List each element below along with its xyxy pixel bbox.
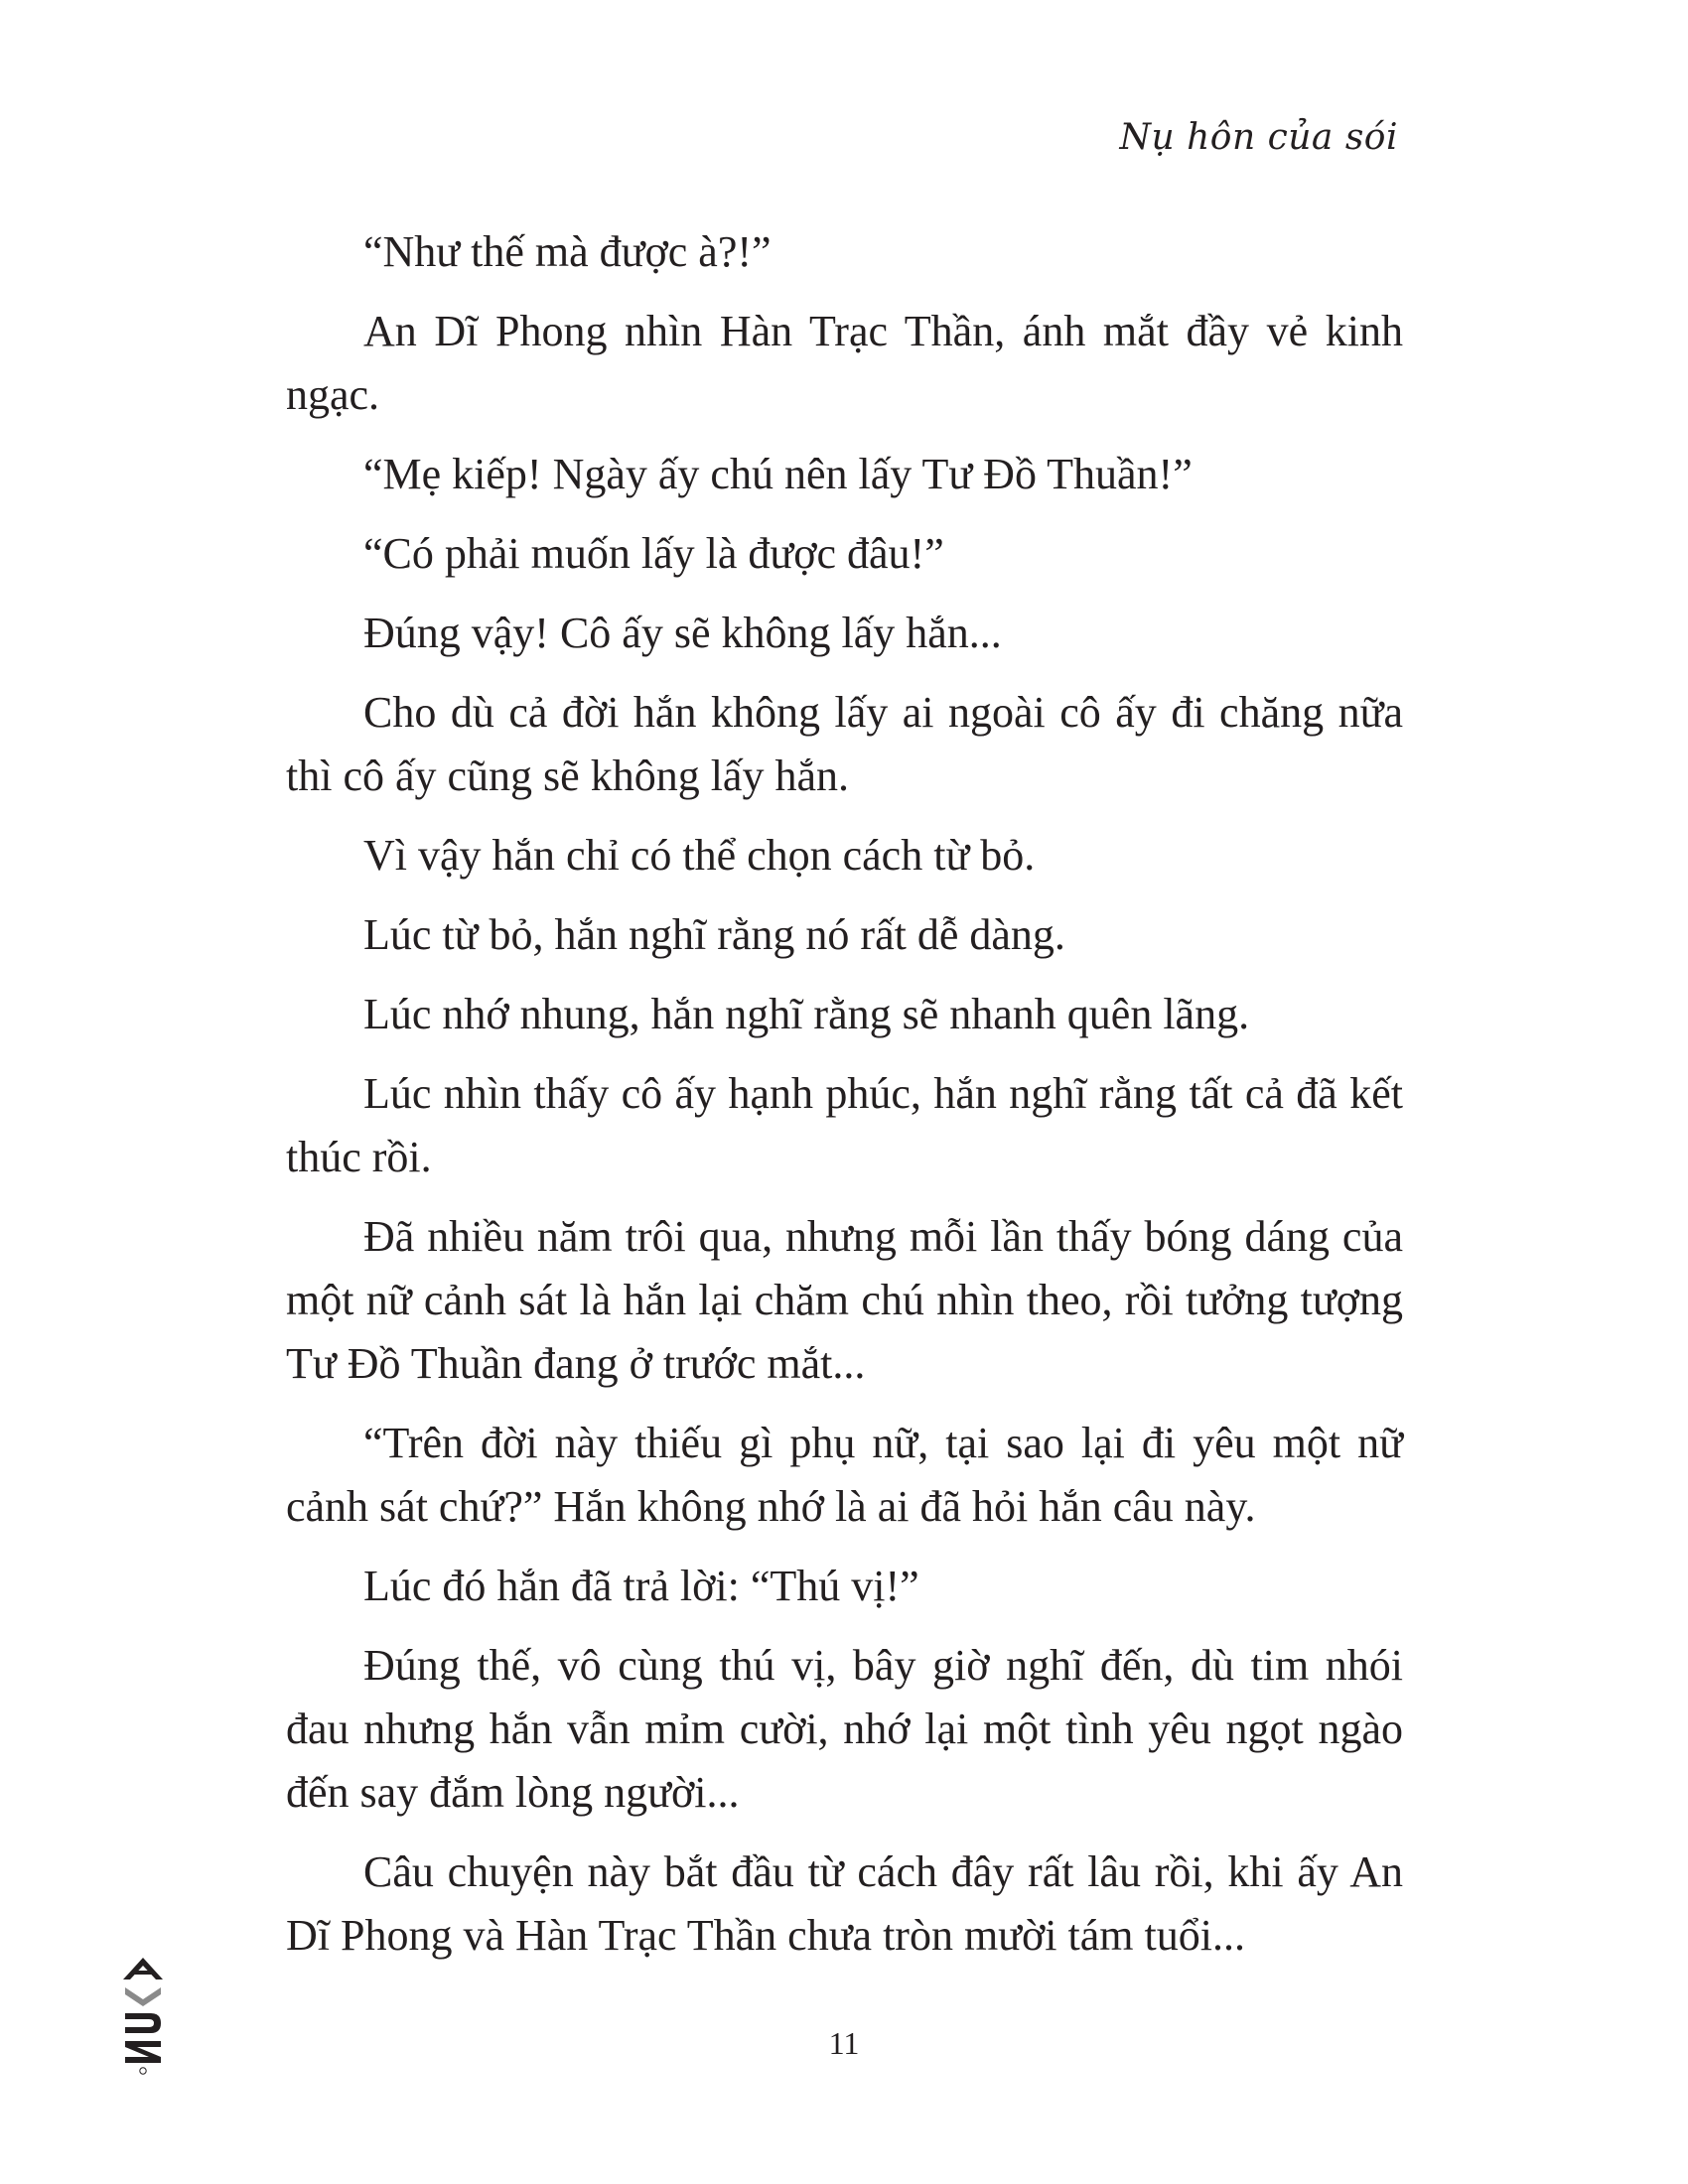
paragraph: Lúc đó hắn đã trả lời: “Thú vị!” [363,1562,919,1610]
paragraph: Lúc từ bỏ, hắn nghĩ rằng nó rất dễ dàng. [363,910,1065,959]
paragraph: Cho dù cả đời hắn không lấy ai ngoài cô ấy đi chăng nữa thì cô ấy cũng sẽ không lấy hắn. [286,688,1403,800]
paragraph: Đúng vậy! Cô ấy sẽ không lấy hắn... [363,609,1002,657]
paragraph: Lúc nhớ nhung, hắn nghĩ rằng sẽ nhanh quên lãng. [363,990,1250,1038]
paragraph: “Trên đời này thiếu gì phụ nữ, tại sao lại đi yêu một nữ cảnh sát chứ?” Hắn không nhớ là ai đã hỏi hắn câu này. [286,1419,1403,1531]
page-number: 11 [828,2025,860,2061]
paragraph: Đã nhiều năm trôi qua, nhưng mỗi lần thấy bóng dáng của một nữ cảnh sát là hắn lại chăm chú nhìn theo, rồi tưởng tượng Tư Đồ Thuần đang ở trước mắt... [286,1212,1403,1388]
paragraph: “Có phải muốn lấy là được đâu!” [363,529,944,578]
paragraph: “Mẹ kiếp! Ngày ấy chú nên lấy Tư Đồ Thuần!” [363,450,1193,498]
paragraph: “Như thế mà được à?!” [363,227,772,276]
running-header-title: Nụ hôn của sói [1119,117,1398,158]
paragraph: Vì vậy hắn chỉ có thể chọn cách từ bỏ. [363,831,1036,880]
paragraph: Câu chuyện này bắt đầu từ cách đây rất lâu rồi, khi ấy An Dĩ Phong và Hàn Trạc Thần chưa tròn mười tám tuổi... [286,1847,1403,1960]
paragraph: An Dĩ Phong nhìn Hàn Trạc Thần, ánh mắt đầy vẻ kinh ngạc. [286,307,1403,419]
body-text [286,220,1403,1968]
paragraph: Đúng thế, vô cùng thú vị, bây giờ nghĩ đến, dù tim nhói đau nhưng hắn vẫn mỉm cười, nhớ lại một tình yêu ngọt ngào đến say đắm lòng người... [286,1641,1403,1817]
paragraph: Lúc nhìn thấy cô ấy hạnh phúc, hắn nghĩ rằng tất cả đã kết thúc rồi. [286,1069,1403,1181]
